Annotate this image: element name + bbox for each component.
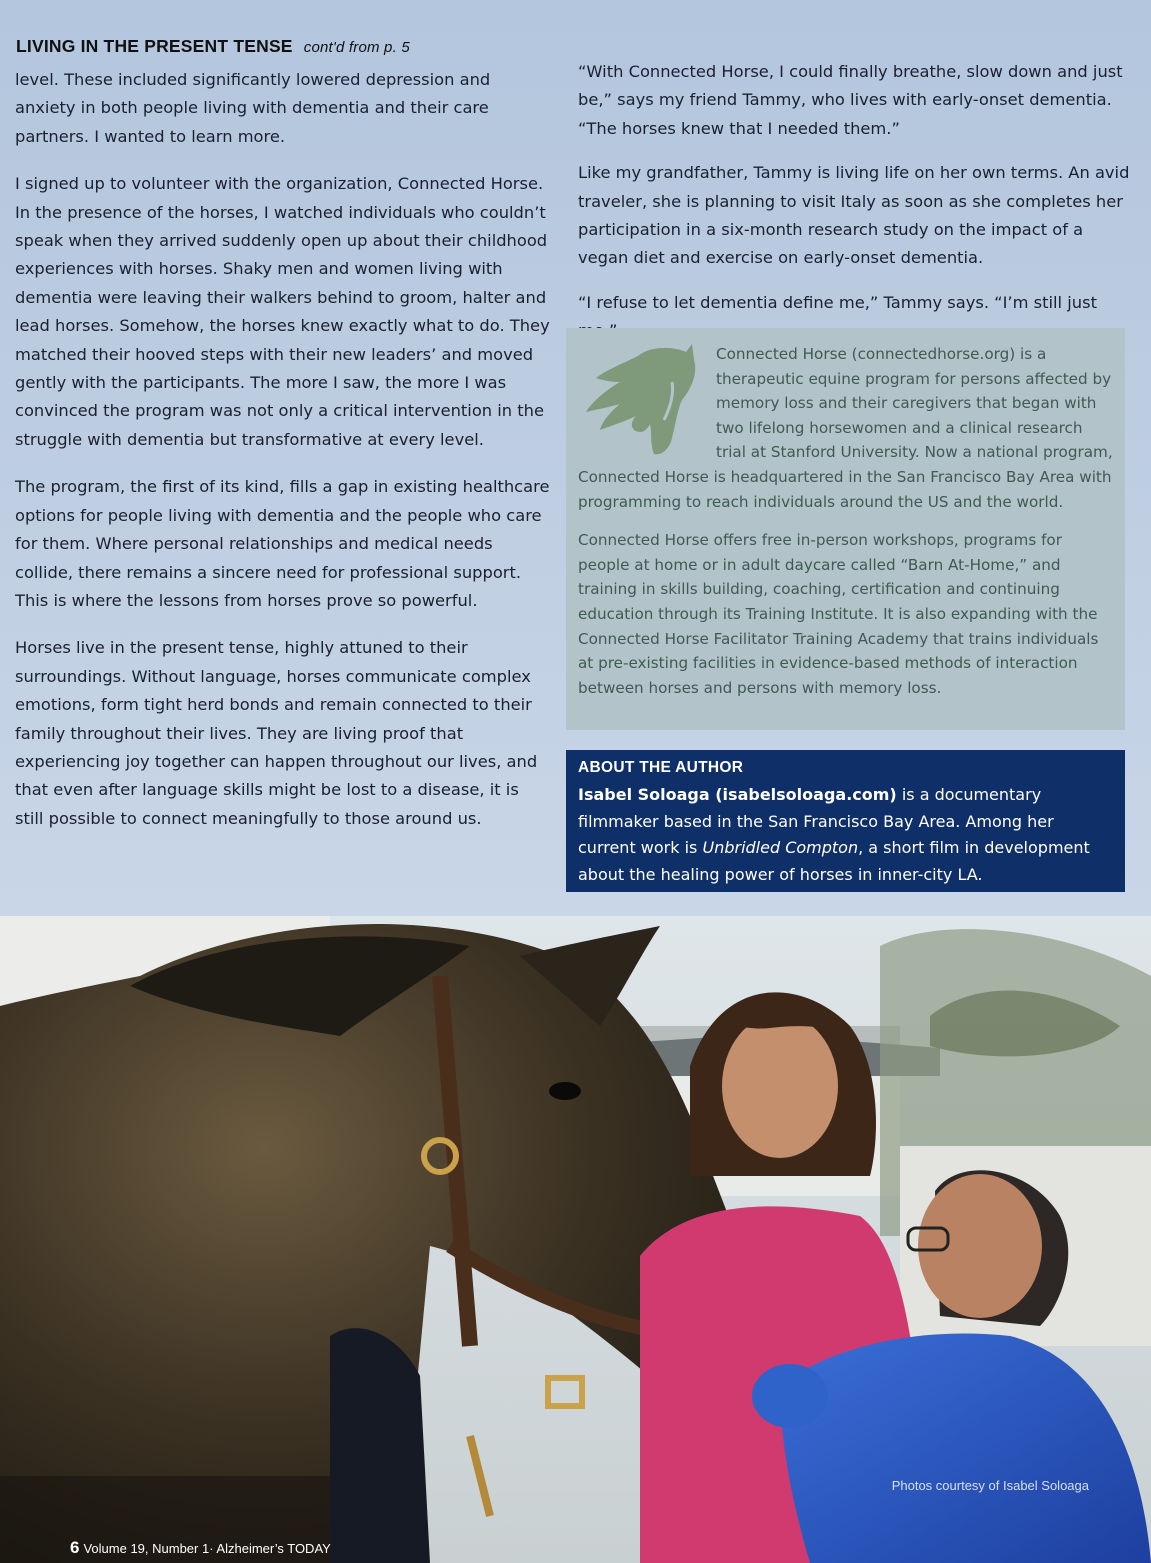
sidebar-paragraph: Connected Horse offers free in-person workshops, programs for people at home or in adult daycare called “Barn At-Home,” and training in skills building, coaching, certification and continuing education through its Training Institute. It is also expanding with the Connected Horse Facilitator Training Academy that trains individuals at pre-existing facilities in evidence-based methods of interaction between horses and persons with memory loss. <box>578 531 1099 697</box>
closing-quote: “I refuse to let dementia define me,” Tammy says. “I’m still just <box>578 292 1097 312</box>
page-footer <box>70 1538 331 1558</box>
author-bio-text-end: , a short film in development about the healing power of horses in inner-city LA. <box>578 838 1090 884</box>
author-label: ABOUT THE AUTHOR <box>578 759 744 776</box>
left-column <box>15 66 550 852</box>
article-heading <box>16 36 410 57</box>
body-paragraph: I signed up to volunteer with the organization, Connected Horse. In the presence of the horses, I watched individuals who couldn’t speak when they arrived suddenly open up about their childhood experiences with horses. Shaky men and women living with dementia were leaving their walkers behind to groom, halter and lead horses. Somehow, the horses knew exactly what to do. They matched their hooved steps with their new leaders’ and moved gently with the participants. The more I saw, the more I was convinced the program was not only a critical intervention in the struggle with dementia but transformative at every level. <box>15 174 550 449</box>
author-bio <box>578 782 1115 888</box>
issue-info: Volume 19, Number 1· Alzheimer’s TODAY <box>83 1541 331 1556</box>
horse-head-icon <box>580 342 702 460</box>
connected-horse-sidebar <box>566 328 1125 730</box>
body-paragraph: Like my grandfather, Tammy is living life on her own terms. An avid traveler, she is planning to visit Italy as soon as she completes her participation in a six-month research study on the impact of a vegan diet and exercise on early-onset dementia. <box>578 163 1130 268</box>
horse-photo <box>0 916 1151 1563</box>
author-name: Isabel Soloaga (isabelsoloaga.com) <box>578 785 897 804</box>
body-paragraph: The program, the first of its kind, fills a gap in existing healthcare options for people living with dementia and the people who care for them. Where personal relationships and medical needs collide, there remains a sincere need for professional support. This is where the lessons from horses prove so powerful. <box>15 477 550 610</box>
about-the-author-box <box>566 750 1125 892</box>
right-column <box>578 58 1138 362</box>
continued-note: cont'd from p. 5 <box>303 39 410 56</box>
article-title: LIVING IN THE PRESENT TENSE <box>16 36 293 56</box>
body-paragraph: Horses live in the present tense, highly attuned to their surroundings. Without language, horses communicate complex emotions, form tight herd bonds and remain connected to their family throughout their lives. They are living proof that experiencing joy together can happen throughout our lives, and that even after language skills might be lost to a disease, it is still possible to connect meaningfully to those around us. <box>15 638 538 828</box>
film-title: Unbridled Compton <box>702 838 859 857</box>
photo-illustration <box>0 916 1151 1563</box>
body-paragraph: “With Connected Horse, I could finally breathe, slow down and just be,” says my friend Tammy, who lives with early-onset dementia. “The horses knew that I needed them.” <box>578 62 1123 138</box>
page-number: 6 <box>70 1538 80 1557</box>
body-paragraph: level. These included significantly lowered depression and anxiety in both people living with dementia and their care partners. I wanted to learn more. <box>15 70 491 146</box>
photo-credit: Photos courtesy of Isabel Soloaga <box>891 1478 1089 1493</box>
author-bio-text: is a documentary filmmaker based in the San Francisco Bay Area. Among her current work is <box>578 785 1054 857</box>
sidebar-paragraph: Connected Horse (connectedhorse.org) is a therapeutic equine program for persons affected by memory loss and their caregivers that began with two lifelong horsewomen and a clinical research trial at Stanford University. Now a national program, Connected Horse is headquartered in the San Francisco Bay Area with programming to reach individuals around the US and the world. <box>578 345 1113 511</box>
